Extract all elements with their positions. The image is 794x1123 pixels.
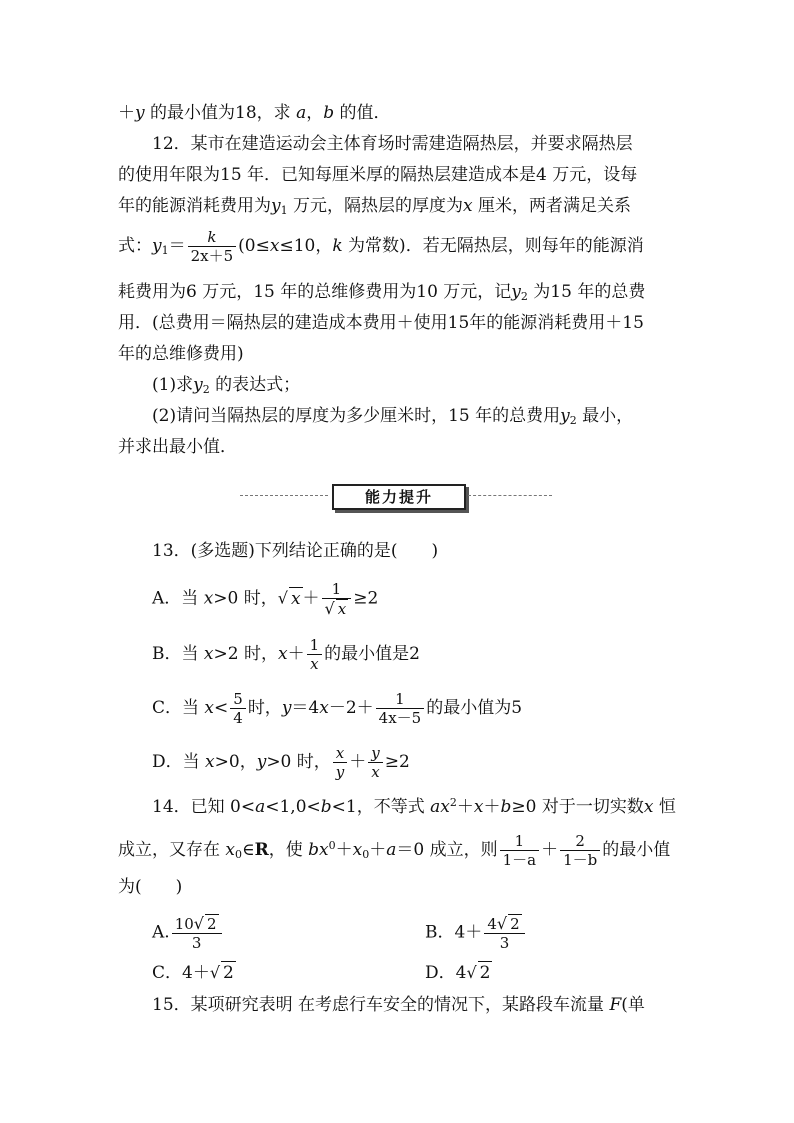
numerator [484, 914, 524, 934]
numerator: k [188, 228, 237, 247]
text: x [277, 644, 288, 664]
text: x [203, 588, 214, 609]
text: 4 [487, 915, 497, 933]
numerator: 1 [322, 580, 352, 599]
text: ≥2 [353, 588, 379, 609]
text: C．4＋ [152, 963, 210, 983]
text: ＋ [118, 103, 135, 123]
fraction [172, 914, 222, 952]
problem-13-stem: 13．(多选题)下列结论正确的是( ) [152, 541, 439, 561]
text: x [204, 698, 215, 718]
text: B．4＋ [425, 922, 483, 943]
text: ＝4 [291, 698, 320, 718]
fraction [333, 744, 347, 781]
text: ＋ [483, 797, 501, 817]
text: y [193, 375, 203, 395]
problem-12-line-7: 年的总维修费用) [118, 344, 244, 364]
text: ＋ [287, 644, 305, 664]
text: y [152, 236, 162, 256]
subscript: 2 [569, 414, 577, 427]
text: ，使 [268, 840, 309, 860]
text: ＝0 成立，则 [396, 840, 498, 860]
text: ＋ [541, 840, 559, 860]
fraction [307, 636, 323, 673]
problem-13-option-a [152, 580, 378, 618]
text: x [203, 644, 214, 664]
denominator: 1－a [502, 851, 537, 869]
text: ≤10， [279, 236, 333, 256]
fraction [560, 832, 600, 869]
text: 14．已知 0< [152, 797, 256, 817]
text: >2 时， [213, 644, 278, 664]
text: >0， [214, 752, 257, 772]
text: 的表达式； [209, 375, 301, 395]
text: ＋ [369, 840, 387, 860]
superscript: 0 [328, 839, 336, 852]
radicand: 2 [510, 915, 520, 933]
text: 最小， [576, 406, 634, 426]
denominator: x [371, 763, 380, 781]
text: 10 [174, 915, 194, 933]
text: x [319, 698, 329, 718]
text: a [296, 103, 307, 123]
problem-14-option-b [425, 914, 527, 952]
text: －2＋ [328, 698, 374, 718]
text: x [643, 797, 654, 817]
problem-13-option-d [152, 744, 410, 781]
problem-13-option-c [152, 690, 522, 727]
text: k [332, 236, 343, 256]
text: y [281, 698, 292, 718]
text: 厘米，两者满足关系 [472, 196, 632, 216]
sqrt-symbol: √ [193, 914, 204, 933]
text: y [560, 406, 570, 426]
problem-12-line-4 [118, 228, 644, 265]
text: 式： [118, 236, 152, 256]
text: x [269, 236, 280, 256]
section-divider [240, 484, 552, 508]
problem-12-line-5 [118, 281, 645, 308]
sqrt-symbol: √ [209, 963, 221, 982]
problem-12-line-3 [118, 195, 631, 222]
fraction [500, 832, 540, 869]
text: ＋ [302, 588, 320, 609]
numerator: 5 [230, 690, 246, 709]
numerator: 1 [376, 690, 425, 709]
subscript: 0 [362, 848, 370, 861]
problem-14-line-2 [118, 832, 670, 869]
text: ＋ [335, 840, 353, 860]
text: x [473, 797, 484, 817]
subscript: 2 [202, 383, 210, 396]
problem-12-question-2-cont: 并求出最小值． [118, 437, 237, 457]
problem-14-line-1 [152, 792, 676, 818]
numerator: 1 [307, 636, 323, 655]
text: D．当 [152, 752, 206, 772]
denominator: 3 [499, 934, 510, 952]
denominator: 3 [191, 934, 202, 952]
text: x [463, 196, 473, 216]
problem-14-option-d [425, 961, 492, 984]
text: b [320, 797, 332, 817]
sqrt-symbol: √ [277, 588, 288, 608]
fraction [188, 228, 237, 265]
text: (单 [621, 995, 645, 1015]
problem-12-line-1: 12．某市在建造运动会主体育场时需建造隔热层，并要求隔热层 [152, 134, 633, 154]
subscript: 0 [235, 848, 242, 861]
radicand: x [290, 588, 301, 609]
text: A．当 [152, 588, 204, 609]
denominator: 2x＋5 [190, 247, 234, 265]
text: b [500, 797, 512, 817]
text: < [214, 698, 229, 718]
text: 的最小值 [602, 840, 671, 860]
radicand: 2 [206, 915, 217, 933]
text: y [271, 196, 281, 216]
sqrt-symbol: √ [324, 599, 335, 618]
problem-12-line-6: 用．(总费用＝隔热层的建造成本费用＋使用15年的能源消耗费用＋15 [118, 313, 644, 333]
denominator: 1－b [563, 851, 598, 869]
problem-13-option-b [152, 636, 420, 673]
numerator: y [368, 744, 382, 763]
problem-15-line-1 [152, 994, 645, 1016]
text: 时， [247, 698, 282, 718]
text: a [386, 840, 397, 860]
denominator: y [335, 763, 345, 781]
text: 为15 年的总费 [527, 282, 646, 302]
text: <1，不等式 [331, 797, 431, 817]
text: B．当 [152, 644, 204, 664]
text: y [256, 752, 267, 772]
subscript: 1 [161, 244, 169, 257]
subscript: 1 [280, 204, 288, 217]
text: x [352, 840, 363, 860]
fraction [322, 580, 352, 618]
text: D．4 [425, 963, 467, 983]
text: 耗费用为6 万元，15 年的总维修费用为10 万元，记 [118, 282, 512, 302]
text: (0≤ [238, 236, 270, 256]
radicand: 2 [479, 963, 491, 983]
text: 年的能源消耗费用为 [118, 196, 271, 216]
text: a [255, 797, 266, 817]
divider-dash-left [240, 495, 328, 496]
text: (1)求 [152, 375, 194, 395]
text: ＋ [456, 797, 474, 817]
text: x [225, 840, 235, 860]
text: >0 时， [213, 588, 278, 609]
problem-14-option-c [152, 961, 236, 984]
denominator: 4 [233, 709, 243, 727]
text: b [323, 103, 335, 123]
text: 15．某项研究表明 在考虑行车安全的情况下，某路段车流量 [152, 995, 610, 1015]
fraction [484, 914, 524, 952]
text: F [609, 995, 622, 1015]
text: 的值． [334, 103, 391, 123]
problem-14-option-a [152, 914, 224, 952]
numerator: 2 [560, 832, 600, 851]
text: ax [430, 797, 450, 817]
text: ， [306, 103, 324, 123]
superscript: 2 [449, 796, 457, 809]
denominator [322, 599, 352, 618]
sqrt-symbol: √ [496, 914, 508, 933]
fraction [376, 690, 425, 727]
sqrt-symbol: √ [466, 963, 477, 982]
text: ∈ [242, 840, 255, 860]
text: 恒 [653, 797, 676, 817]
text: 万元，隔热层的厚度为 [287, 196, 464, 216]
problem-12-line-2: 的使用年限为15 年．已知每厘米厚的隔热层建造成本是4 万元，设每 [118, 165, 638, 185]
text: bx [308, 840, 329, 860]
fraction [230, 690, 246, 727]
text: 为常数)．若无隔热层，则每年的能源消 [342, 236, 644, 256]
text: ≥0 对于一切实数 [511, 797, 644, 817]
text: >0 时， [266, 752, 331, 772]
radicand: 2 [223, 963, 234, 983]
text: y [511, 282, 521, 302]
text: ≥2 [384, 752, 410, 772]
text: x [205, 752, 215, 772]
problem-12-question-2 [152, 405, 633, 432]
text: ＋ [349, 752, 367, 772]
numerator: 1 [500, 832, 540, 851]
subscript: 2 [520, 290, 528, 303]
radicand: x [337, 600, 347, 618]
text: <1,0< [265, 797, 321, 817]
denominator: 4x－5 [378, 709, 422, 727]
text: 的最小值为18，求 [144, 103, 297, 123]
text: 成立，又存在 [118, 840, 226, 860]
text: 的最小值是2 [324, 644, 420, 664]
problem-14-line-3: 为( ) [118, 877, 183, 897]
section-title: 能力提升 [332, 484, 466, 510]
problem-11-tail [118, 102, 391, 124]
text: (2)请问当隔热层的厚度为多少厘米时，15 年的总费用 [152, 406, 561, 426]
fraction [368, 744, 382, 781]
text: A. [152, 922, 170, 943]
text: C．当 [152, 698, 205, 718]
text: y [135, 103, 145, 123]
divider-dash-right [468, 495, 552, 496]
problem-12-question-1 [152, 374, 300, 401]
denominator: x [310, 655, 319, 673]
text: 的最小值为5 [426, 698, 523, 718]
numerator [172, 914, 222, 934]
text: R [254, 840, 269, 860]
text: ＝ [168, 236, 186, 256]
numerator: x [333, 744, 347, 763]
